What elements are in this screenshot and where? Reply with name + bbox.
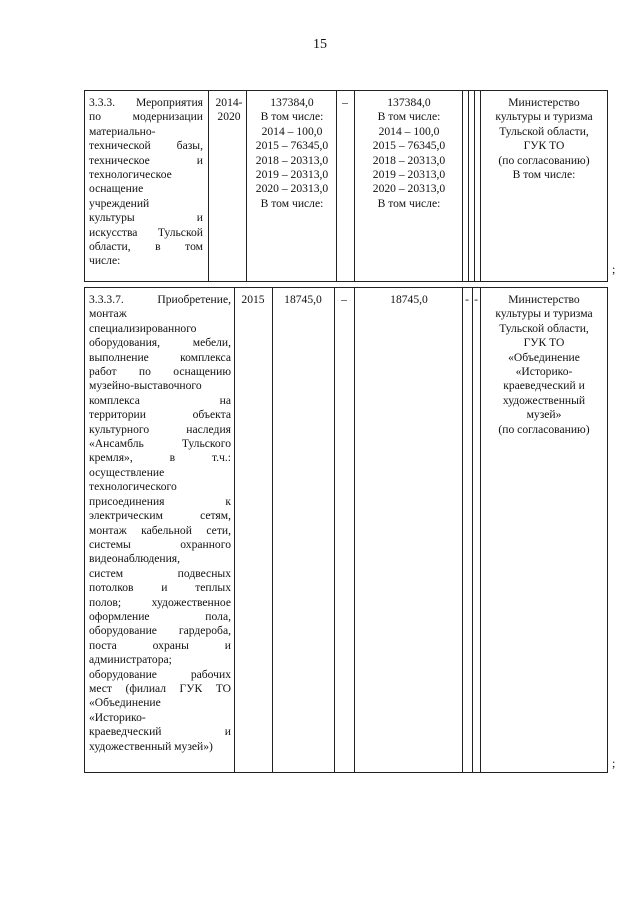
cell-border xyxy=(607,287,608,773)
trailing-semicolon: ; xyxy=(612,262,616,276)
trailing-semicolon: ; xyxy=(612,756,616,770)
extra-budget-dash: - xyxy=(465,293,469,306)
bottom-border xyxy=(84,772,608,773)
cell-border xyxy=(84,90,85,282)
cell-border xyxy=(472,287,473,773)
cell-border xyxy=(272,287,273,773)
federal-budget-dash: – xyxy=(342,96,348,109)
cell-border xyxy=(246,90,247,282)
implementation-period: 2014- 2020 xyxy=(215,96,243,124)
total-funding: 137384,0 В том числе: 2014 – 100,0 2015 – 76345,0 2018 – 20313,0 2019 – 20313,0 2020 – 20313,0 В том числе: xyxy=(255,96,329,210)
total-funding: 18745,0 xyxy=(284,293,322,306)
table-row-3-3-3-7 xyxy=(84,287,608,773)
cell-border xyxy=(334,287,335,773)
cell-border xyxy=(208,90,209,282)
table-row-3-3-3 xyxy=(84,90,608,282)
regional-budget-funding: 18745,0 xyxy=(390,293,428,306)
implementation-period: 2015 xyxy=(241,293,265,306)
page-number: 15 xyxy=(313,37,327,52)
measure-name: 3.3.3.7. Приобретение, монтаж специализированного оборудования, мебели, выполнение комплекса работ по оснащению музейно-выставочного комплекса на территории объекта культурного наследия «Ансамбль Тульского кремля», в т.ч.: осуществление технологического присоединения к электрическим сетям, монтаж кабельной сети, системы охранного видеонаблюдения, систем подвесных потолков и теплых полов; художественное оформление пола, оборудование гардероба, поста охраны и администратора; оборудование рабочих мест (филиал ГУК ТО «Объединение «Историко- краеведческий и художественный музей») xyxy=(89,293,231,753)
regional-budget-funding: 137384,0 В том числе: 2014 – 100,0 2015 – 76345,0 2018 – 20313,0 2019 – 20313,0 2020 – 20313,0 В том числе: xyxy=(372,96,446,210)
bottom-border xyxy=(84,281,608,282)
cell-border xyxy=(354,287,355,773)
top-border xyxy=(84,90,608,91)
cell-border xyxy=(480,90,481,282)
cell-border xyxy=(468,90,469,282)
cell-border xyxy=(462,287,463,773)
responsible-executor: Министерство культуры и туризма Тульской области, ГУК ТО «Объединение «Историко- краеведческий и художественный музей» (по согласованию) xyxy=(495,293,593,436)
responsible-executor: Министерство культуры и туризма Тульской области, ГУК ТО (по согласованию) В том числе: xyxy=(495,96,593,182)
federal-budget-dash: – xyxy=(341,293,347,306)
cell-border xyxy=(474,90,475,282)
cell-border xyxy=(84,287,85,773)
other-source-dash: - xyxy=(474,293,478,306)
cell-border xyxy=(607,90,608,282)
cell-border xyxy=(462,90,463,282)
cell-border xyxy=(336,90,337,282)
cell-border xyxy=(354,90,355,282)
top-border xyxy=(84,287,608,288)
cell-border xyxy=(234,287,235,773)
cell-border xyxy=(480,287,481,773)
measure-name: 3.3.3. Мероприятия по модернизации материально- технической базы, техническое и технологическое оснащение учреждений культуры и искусства Тульской области, в том числе: xyxy=(89,96,203,268)
